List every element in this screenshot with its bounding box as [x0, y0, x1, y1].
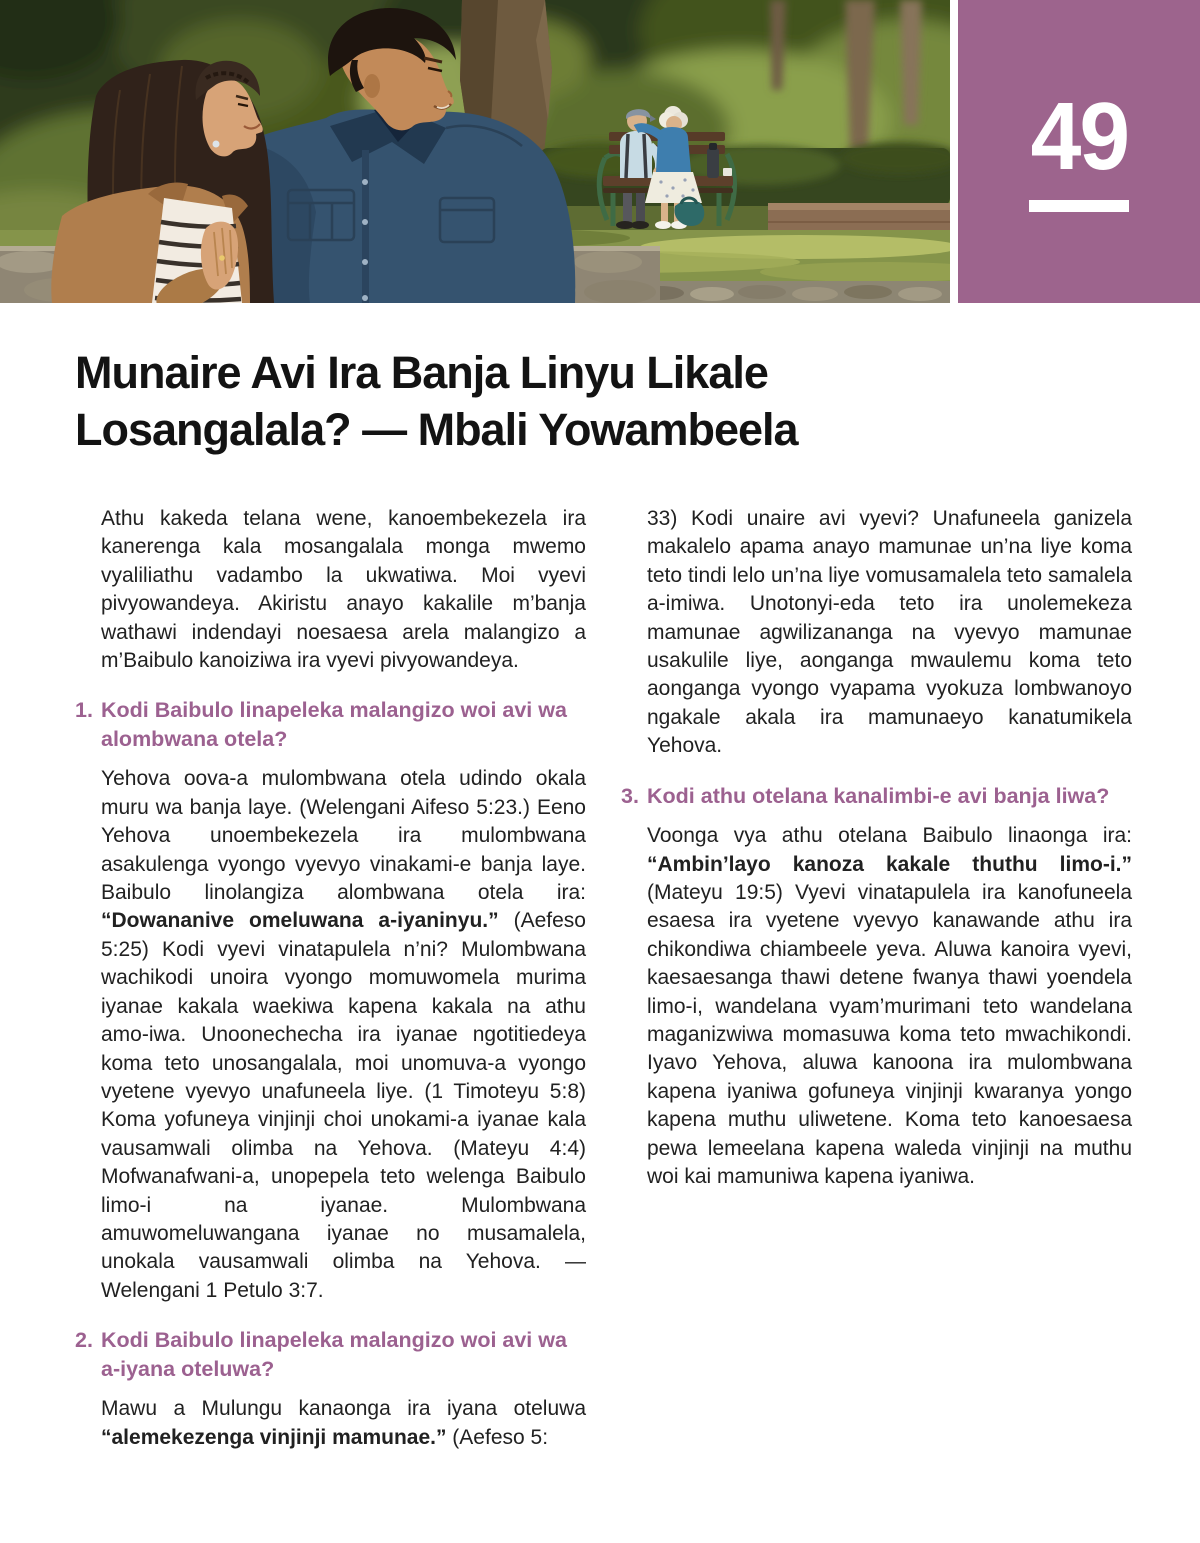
scripture-quote: “alemekezenga vinjinji mamunae.”: [101, 1425, 447, 1449]
body-paragraph: [101, 765, 586, 1305]
question-number: 1.: [75, 698, 93, 723]
page-title: [75, 344, 1135, 458]
body-text: (Aefeso 5:: [446, 1425, 549, 1449]
column-left: [75, 505, 586, 1452]
question-number: 2.: [75, 1328, 93, 1353]
header-photo: [0, 0, 950, 303]
body-text: Voonga vya athu otelana Baibulo linaonga ira:: [647, 824, 1132, 848]
scripture-quote: “Dowananive omeluwana a-iyaninyu.”: [101, 909, 499, 933]
scripture-quote: “Ambin’layo kanoza kakale thuthu limo-i.”: [647, 852, 1132, 876]
column-right: [621, 505, 1132, 1452]
question-text: Kodi Baibulo linapeleka malangizo woi avi wa a-iyana oteluwa?: [101, 1328, 567, 1381]
body-text: Mawu a Mulungu kanaonga ira iyana oteluwa: [101, 1397, 586, 1421]
question-heading: [621, 782, 1132, 811]
body-paragraph: [647, 505, 1132, 761]
question-number: 3.: [621, 783, 639, 808]
question-heading: [75, 1326, 586, 1383]
lesson-number-badge: [958, 0, 1200, 303]
body-paragraph: [647, 822, 1132, 1191]
question-heading: [75, 696, 586, 753]
body-paragraph: [101, 1395, 586, 1452]
question-text: Kodi Baibulo linapeleka malangizo woi avi wa alombwana otela?: [101, 698, 567, 751]
body-text: 33) Kodi unaire avi vyevi? Unafuneela ganizela makalelo apama anayo mamunae un’na liye koma teto tindi lelo un’na liye vomusamalela teto samalela a-imiwa. Unotonyi-eda teto ira unolemekeza mamunae agwilizananga na vyevyo mamunae usakulile liye, aonganga mwaulemu koma teto aonganga vyongo vyapama vyokuza lombwanoyo ngakale akala ira mamunaeyo kanatumikela Yehova.: [647, 507, 1132, 758]
body-text: (Mateyu 19:5) Vyevi vinatapulela ira kanofuneela esaesa ira vyetene vyevyo kanawande athu ira chikondiwa chiambeele yeva. Aluwa kanoira vyevi, kaesaesanga thawi detene fwanya thawi yoendela limo-i, wandelana vyam’murimani teto wandelana maganizwiwa momasuwa koma teto mwachikondi. Iyavo Yehova, aluwa kanoona ira mulombwana kapena iyaniwa gofuneya vinjinji kwaranya yongo kapena muthu uliwetene. Koma teto kanoesaesa pewa lemeelana kapena waleda vinjinji na muthu woi kai mamuniwa kapena iyaniwa.: [647, 880, 1132, 1189]
title-line-1: Munaire Avi Ira Banja Linyu Likale: [75, 347, 768, 398]
body-text: (Aefeso 5:25) Kodi vyevi vinatapulela n’ni? Mulombwana wachikodi unoira vyongo momuwomela murima iyanae kakala waekiwa kapena kakala na athu amo-iwa. Unoonechecha ira iyanae ngotitiedeya koma teto unosangalala, moi unomuva-a vyongo vyetene vyevyo unafuneela liye. (1 Timoteyu 5:8) Koma yofuneya vinjinji choi unokami-a iyanae kala vausamwali olimba na Yehova. (Mateyu 4:4) Mofwanafwani-a, unopepela teto welenga Baibulo limo-i na iyanae. Mulombwana amuwomeluwangana iyanae no musamalela, unokala vausamwali olimba na Yehova. — Welengani 1 Petulo 3:7.: [101, 909, 586, 1302]
body-text: Athu kakeda telana wene, kanoembekezela ira kanerenga kala mosangalala monga mwemo vyaliliathu vadambo la ukwatiwa. Moi vyevi pivyowandeya. Akiristu anayo kakalile m’banja wathawi indendayi noesaesa arela malangizo a m’Baibulo kanoiziwa ira vyevi pivyowandeya.: [101, 507, 586, 673]
body-text: Yehova oova-a mulombwana otela udindo okala muru wa banja laye. (Welengani Aifeso 5:23.) Eeno Yehova unoembekezela ira mulombwana asakulenga vyongo vyevyo vinakami-e banja laye. Baibulo linolangiza alombwana otela ira:: [101, 767, 586, 905]
article-body: [75, 505, 1132, 1452]
body-paragraph: [101, 505, 586, 675]
lesson-underline: [1029, 200, 1129, 212]
question-text: Kodi athu otelana kanalimbi-e avi banja liwa?: [647, 783, 1110, 808]
lesson-number: 49: [1030, 82, 1128, 190]
page-header: [0, 0, 1200, 303]
header-gap: [950, 0, 958, 303]
title-line-2: Losangalala? — Mbali Yowambeela: [75, 404, 798, 455]
